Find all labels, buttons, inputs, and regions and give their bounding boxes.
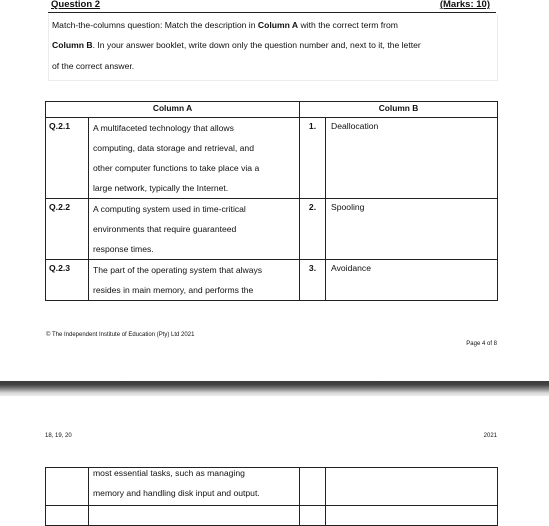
copyright-footer: © The Independent Institute of Education (Pty) Ltd 2021	[46, 332, 195, 338]
question-number: Q.2.2	[46, 199, 89, 260]
page-header-left: 18, 19, 20	[45, 433, 72, 439]
page-header-right: 2021	[483, 433, 497, 439]
match-columns-table-continued	[45, 467, 498, 526]
description-line: environments that require guaranteed	[93, 224, 237, 234]
description-cell	[89, 468, 300, 506]
instructions-line-2: Column B. In your answer booklet, write down only the question number and, next to it, the letter	[52, 40, 421, 50]
description-line: A computing system used in time-critical	[93, 204, 246, 214]
question-label: Question 2	[51, 0, 101, 10]
instructions-line-1: Match-the-columns question: Match the description in Column A with the correct term from	[52, 20, 398, 30]
document-page-5	[0, 396, 549, 513]
match-columns-table	[45, 101, 498, 301]
option-number: 3.	[300, 260, 326, 301]
question-number: Q.2.3	[46, 260, 89, 301]
page-number: Page 4 of 8	[466, 341, 497, 347]
description-cell	[89, 260, 300, 301]
option-number-cell	[300, 506, 326, 526]
table-row	[46, 506, 498, 526]
description-line: response times.	[93, 244, 154, 254]
instructions-line-3: of the correct answer.	[52, 61, 135, 71]
description-line: memory and handling disk input and output.	[93, 488, 260, 498]
description-line: resides in main memory, and performs the	[93, 285, 254, 295]
marks-label: (Marks: 10)	[439, 0, 490, 10]
description-cell	[89, 199, 300, 260]
description-line: large network, typically the Internet.	[93, 183, 229, 193]
column-b-header: Column B	[300, 102, 498, 118]
table-header-row	[46, 102, 498, 118]
option-term: Deallocation	[326, 118, 498, 199]
table-row	[46, 468, 498, 506]
table-row	[46, 260, 498, 301]
option-number: 2.	[300, 199, 326, 260]
description-line: other computer functions to take place via a	[93, 163, 260, 173]
description-line: computing, data storage and retrieval, and	[93, 143, 254, 153]
description-line: A multifaceted technology that allows	[93, 123, 234, 133]
option-term: Spooling	[326, 199, 498, 260]
column-a-header: Column A	[46, 102, 300, 118]
page-separator	[0, 381, 549, 396]
table-row	[46, 199, 498, 260]
question-number-cell	[46, 506, 89, 526]
option-term: Avoidance	[326, 260, 498, 301]
description-line: The part of the operating system that always	[93, 265, 263, 275]
option-number: 1.	[300, 118, 326, 199]
option-number-cell	[300, 468, 326, 506]
option-term-cell	[326, 506, 498, 526]
description-line: most essential tasks, such as managing	[93, 468, 245, 478]
instructions	[48, 14, 498, 81]
description-cell	[89, 506, 300, 526]
table-row	[46, 118, 498, 199]
question-number-cell	[46, 468, 89, 506]
question-header	[48, 0, 496, 13]
question-number: Q.2.1	[46, 118, 89, 199]
description-cell	[89, 118, 300, 199]
option-term-cell	[326, 468, 498, 506]
